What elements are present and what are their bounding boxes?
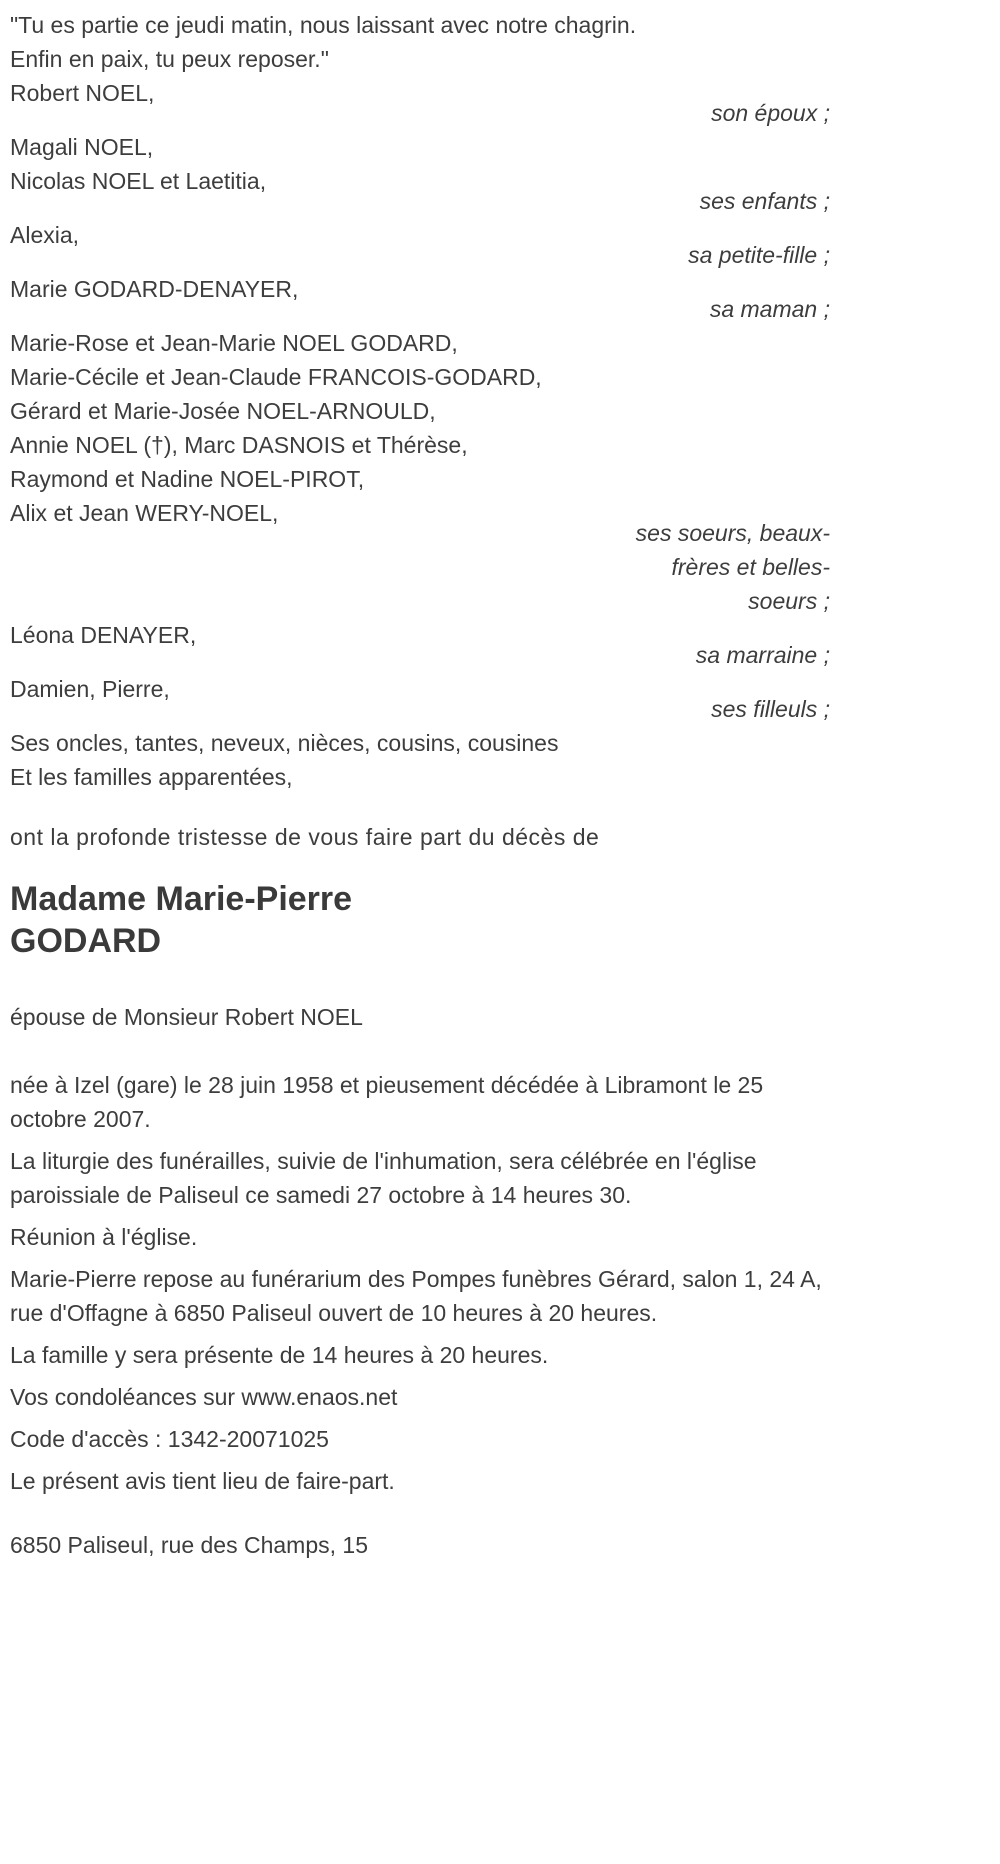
family-member-name: Marie GODARD-DENAYER, [10,276,299,302]
family-member-name: Alix et Jean WERY-NOEL, [10,500,279,526]
extended-family-line: Et les familles apparentées, [10,764,293,790]
family-relation-label: sa maman ; [709,296,830,322]
extended-family-line: Ses oncles, tantes, neveux, nièces, cousins, cousines [10,730,559,756]
announcement-line: ont la profonde tristesse de vous faire part du décès de [10,824,600,850]
extended-family [10,726,830,794]
family-member-name: Marie-Cécile et Jean-Claude FRANCOIS-GODARD, [10,364,542,390]
family-member-name: Alexia, [10,222,80,248]
family-group-siblings [10,326,830,618]
family-group-spouse [10,76,830,130]
family-member-name: Damien, Pierre, [10,676,170,702]
family-member-name: Robert NOEL, [10,80,155,106]
detail-paragraph-birth-death: née à Izel (gare) le 28 juin 1958 et pieusement décédée à Libramont le 25 octobre 2007. [10,1072,764,1132]
footer-address: 6850 Paliseul, rue des Champs, 15 [10,1532,368,1558]
detail-paragraph-meeting: Réunion à l'église. [10,1224,198,1250]
family-relation-label: ses enfants ; [699,188,830,214]
family-group-children [10,130,830,218]
detail-paragraph-condolences: Vos condoléances sur www.enaos.net [10,1384,398,1410]
family-member-name: Léona DENAYER, [10,622,197,648]
family-group-granddaughter [10,218,830,272]
family-group-godsons [10,672,830,726]
family-member-name: Magali NOEL, [10,134,154,160]
opening-quote [10,8,830,76]
deceased-name-heading: Madame Marie-Pierre GODARD [10,880,353,960]
detail-paragraph-notice: Le présent avis tient lieu de faire-part. [10,1468,395,1494]
family-group-godmother [10,618,830,672]
detail-paragraph-liturgy: La liturgie des funérailles, suivie de l'inhumation, sera célébrée en l'église paroissiale de Paliseul ce samedi 27 octobre à 14 heures 30. [10,1148,757,1208]
detail-paragraph-family-presence: La famille y sera présente de 14 heures à 20 heures. [10,1342,549,1368]
family-relation-label: ses soeurs, beaux-frères et belles-soeurs ; [635,520,830,614]
family-relation-label: sa marraine ; [695,642,830,668]
quote-line-1: "Tu es partie ce jeudi matin, nous laissant avec notre chagrin. [10,12,637,38]
family-relation-label: ses filleuls ; [711,696,830,722]
family-member-name: Raymond et Nadine NOEL-PIROT, [10,466,365,492]
family-relation-label: son époux ; [711,100,830,126]
deceased-spouse-line: épouse de Monsieur Robert NOEL [10,1004,363,1030]
family-member-name: Nicolas NOEL et Laetitia, [10,168,267,194]
family-member-name: Gérard et Marie-Josée NOEL-ARNOULD, [10,398,436,424]
quote-line-2: Enfin en paix, tu peux reposer." [10,46,329,72]
family-member-name: Annie NOEL (†), Marc DASNOIS et Thérèse, [10,432,468,458]
detail-paragraph-funerarium: Marie-Pierre repose au funérarium des Pompes funèbres Gérard, salon 1, 24 A, rue d'Offagne à 6850 Paliseul ouvert de 10 heures à 20 heures. [10,1266,822,1326]
family-group-mother [10,272,830,326]
family-member-name: Marie-Rose et Jean-Marie NOEL GODARD, [10,330,458,356]
family-relation-label: sa petite-fille ; [688,242,830,268]
detail-paragraph-access-code: Code d'accès : 1342-20071025 [10,1426,329,1452]
